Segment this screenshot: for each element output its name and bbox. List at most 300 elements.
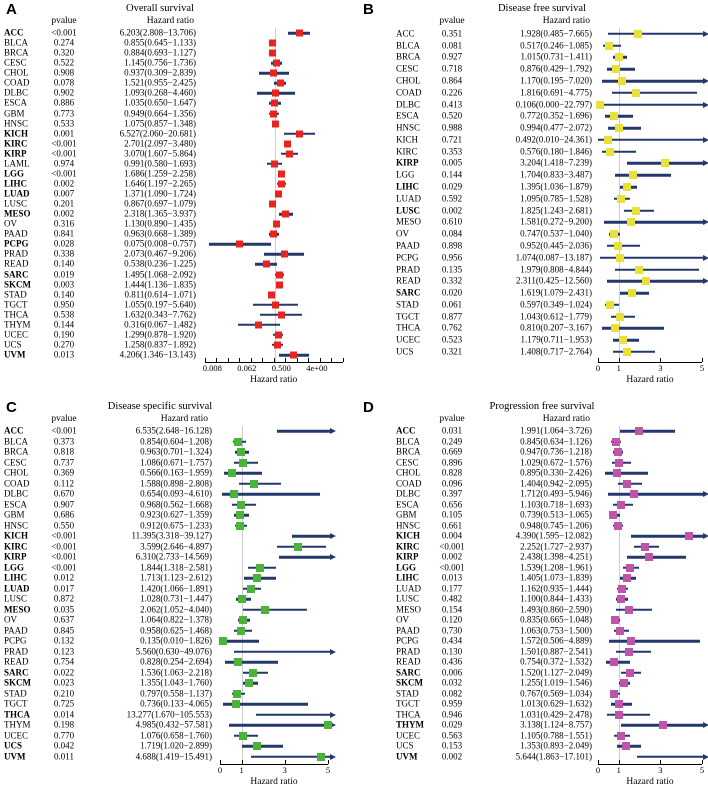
clip-arrow-right [703, 137, 708, 143]
hazard-ratio-ci-value: 1.632(0.343−7.762) [124, 309, 196, 320]
ci-plot-strip [198, 129, 354, 139]
forest-row-ESCA [0, 98, 354, 108]
forest-row-SARC [0, 270, 354, 280]
hr-marker [276, 281, 283, 288]
cancer-type-label: KICH [396, 530, 421, 541]
forest-row-SKCM [354, 678, 708, 689]
forest-row-COAD [354, 87, 708, 99]
hr-marker [286, 150, 293, 157]
hazard-ratio-ci-value: 1.093(0.268−4.460) [124, 87, 196, 98]
pvalue-value: 0.533 [53, 118, 75, 129]
ci-line [615, 268, 699, 271]
pvalue-value: <0.001 [51, 562, 77, 573]
cancer-type-label: BLCA [4, 436, 29, 447]
ci-line [615, 174, 670, 177]
ci-plot-strip [594, 479, 708, 490]
ci-line [607, 280, 703, 283]
pvalue-value: <0.001 [51, 138, 77, 149]
hazard-ratio-ci-value: 1.712(0.493−5.946) [520, 488, 592, 499]
hr-marker [271, 160, 278, 167]
hazard-ratio-ci-value: 1.420(1.066−1.891) [140, 583, 212, 594]
cancer-type-label: UCS [4, 339, 22, 350]
pvalue-value: 0.042 [53, 740, 75, 751]
hazard-ratio-ci-value: 1.404(0.942−2.095) [520, 478, 592, 489]
hazard-ratio-ci-value: 0.654(0.093−4.610) [140, 488, 212, 499]
hr-marker [268, 291, 275, 298]
cancer-type-label: THYM [396, 719, 424, 730]
ci-plot-strip [594, 334, 708, 346]
pvalue-value: 0.338 [53, 248, 75, 259]
hazard-ratio-ci-value: 0.968(0.562−1.668) [140, 499, 212, 510]
ci-plot-strip [594, 287, 708, 299]
hr-marker [236, 511, 244, 519]
hazard-ratio-ci-value: 1.055(0.197−5.640) [124, 299, 196, 310]
ci-plot-strip [594, 615, 708, 626]
cancer-type-label: THCA [396, 322, 421, 333]
hazard-ratio-ci-value: 1.100(0.844−1.433) [520, 593, 592, 604]
hr-marker [239, 732, 247, 740]
hr-marker [249, 669, 257, 677]
hr-marker [632, 207, 640, 215]
hazard-ratio-ci-value: 5.560(0.630−49.076) [135, 646, 212, 657]
pvalue-value: <0.001 [51, 551, 77, 562]
hazard-ratio-ci-value: 0.135(0.010−1.826) [140, 635, 212, 646]
ci-plot-strip [214, 573, 354, 584]
ci-plot-strip [594, 169, 708, 181]
hazard-ratio-ci-value: 1.029(0.672−1.576) [520, 457, 592, 468]
ci-plot-strip [198, 78, 354, 88]
forest-row-LUAD [354, 193, 708, 205]
pvalue-value: 0.770 [53, 730, 75, 741]
forest-row-BRCA [0, 48, 354, 58]
forest-row-PCPG [354, 636, 708, 647]
pvalue-column-header: pvalue [439, 16, 465, 26]
hazard-ratio-ci-value: 4.688(1.419−15.491) [135, 751, 212, 762]
ci-plot-strip [594, 299, 708, 311]
hazard-ratio-ci-value: 0.576(0.180−1.846) [520, 146, 592, 157]
hazard-ratio-ci-value: 1.103(0.718−1.693) [520, 499, 592, 510]
hazard-ratio-ci-value: 1.013(0.629−1.632) [520, 698, 592, 709]
ci-plot-strip [198, 38, 354, 48]
hr-marker [263, 261, 270, 268]
cancer-type-label: CHOL [4, 67, 29, 78]
forest-row-CHOL [0, 468, 354, 479]
cancer-type-label: SARC [396, 287, 421, 298]
pvalue-value: 0.908 [53, 67, 75, 78]
forest-rows [0, 28, 354, 360]
forest-row-BLCA [354, 40, 708, 52]
cancer-type-label: COAD [396, 478, 422, 489]
clip-arrow-right [703, 255, 708, 261]
ci-line [609, 640, 700, 643]
forest-row-DLBC [0, 88, 354, 98]
hr-marker [275, 331, 282, 338]
hazard-ratio-ci-value: 0.854(0.604−1.208) [140, 436, 212, 447]
axis-tick [702, 358, 703, 362]
hazard-ratio-ci-value: 1.405(1.073−1.839) [520, 572, 592, 583]
ci-plot-strip [594, 63, 708, 75]
pvalue-value: 0.896 [441, 457, 463, 468]
ci-plot-strip [214, 699, 354, 710]
pvalue-value: 0.274 [53, 37, 75, 48]
pvalue-value: 0.012 [53, 572, 75, 583]
pvalue-value: 0.686 [53, 509, 75, 520]
hazard-ratio-ci-value: 1.646(1.197−2.265) [124, 178, 196, 189]
hr-marker [233, 690, 241, 698]
cancer-type-label: MESO [4, 208, 31, 219]
ci-line [279, 556, 330, 559]
hazard-ratio-ci-value: 0.876(0.429−1.792) [520, 63, 592, 74]
ci-plot-strip [214, 542, 354, 553]
clip-arrow-right [703, 533, 708, 539]
hr-marker [277, 80, 284, 87]
hazard-ratio-ci-value: 0.994(0.477−2.072) [520, 122, 592, 133]
hazard-ratio-ci-value: 1.816(0.691−4.775) [520, 87, 592, 98]
ci-plot-strip [594, 426, 708, 437]
forest-row-COAD [354, 479, 708, 490]
hr-marker [237, 627, 245, 635]
forest-row-MESO [0, 605, 354, 616]
ci-plot-strip [214, 447, 354, 458]
hazard-ratio-ci-value: 2.438(1.398−4.251) [520, 551, 592, 562]
panel-disease-free-survival [354, 0, 708, 397]
cancer-type-label: OV [396, 614, 409, 625]
pvalue-value: 0.123 [53, 646, 75, 657]
forest-row-MESO [0, 209, 354, 219]
cancer-type-label: UCS [4, 740, 23, 751]
pvalue-value: 0.754 [53, 656, 75, 667]
hr-marker [641, 543, 649, 551]
axis-tick-label: 3 [658, 765, 663, 775]
cancer-type-label: LIHC [396, 181, 420, 192]
forest-row-CHOL [354, 75, 708, 87]
hr-marker [619, 336, 627, 344]
forest-row-OV [0, 219, 354, 229]
hr-marker [622, 742, 630, 750]
panel-progression-free-survival [354, 398, 708, 795]
ci-plot-strip [214, 510, 354, 521]
hr-marker [272, 90, 279, 97]
forest-row-UVM [0, 350, 354, 360]
forest-row-TGCT [0, 699, 354, 710]
hazard-ratio-ci-value: 0.597(0.349−1.024) [520, 299, 592, 310]
pvalue-value: 0.353 [441, 146, 463, 157]
hazard-ratio-ci-value: 1.355(1.043−1.760) [140, 677, 212, 688]
forest-row-KIRC [354, 146, 708, 158]
panel-title: Disease free survival [497, 3, 587, 14]
forest-row-UVM [354, 752, 708, 763]
axis-tick-label: 5 [699, 765, 705, 775]
pvalue-value: 0.988 [441, 122, 463, 133]
ci-plot-strip [594, 626, 708, 637]
pvalue-value: 0.730 [441, 625, 463, 636]
pvalue-value: 0.020 [441, 287, 463, 298]
ci-plot-strip [594, 668, 708, 679]
hazard-ratio-ci-value: 0.754(0.372−1.532) [520, 656, 592, 667]
cancer-type-label: UCEC [4, 329, 29, 340]
pvalue-value: 0.007 [53, 188, 75, 199]
ci-plot-strip [214, 426, 354, 437]
hazard-ratio-ci-value: 1.619(1.079−2.431) [520, 287, 592, 298]
cancer-type-label: BRCA [396, 446, 421, 457]
ci-plot-strip [594, 252, 708, 264]
hazard-ratio-ci-value: 5.644(1.863−17.101) [515, 751, 592, 762]
panel-title: Disease specific survival [107, 401, 213, 412]
hazard-ratio-ci-value: 1.704(0.833−3.487) [520, 169, 592, 180]
hr-marker [623, 348, 631, 356]
hr-marker [269, 50, 276, 57]
hazard-ratio-ci-value: 1.255(1.019−1.546) [520, 677, 592, 688]
hazard-ratio-ci-value: 0.895(0.330−2.426) [520, 467, 592, 478]
hazard-ratio-ci-value: 0.767(0.569−1.034) [520, 688, 592, 699]
hazard-ratio-ci-value: 0.948(0.745−1.206) [520, 520, 592, 531]
hazard-ratio-ci-value: 1.844(1.318−2.581) [140, 562, 212, 573]
ci-plot-strip [594, 75, 708, 87]
cancer-type-label: ESCA [396, 499, 420, 510]
cancer-type-label: THCA [396, 709, 421, 720]
pvalue-value: 0.907 [53, 499, 75, 510]
ci-plot-strip [198, 119, 354, 129]
pvalue-value: 0.927 [441, 51, 463, 62]
hazard-ratio-ci-value: 1.064(0.822−1.378) [140, 614, 212, 625]
pvalue-value: 0.140 [53, 258, 75, 269]
pvalue-value: 0.523 [441, 334, 463, 345]
clip-arrow-right [703, 491, 708, 497]
forest-row-GBM [0, 109, 354, 119]
hr-marker [618, 77, 626, 85]
hazard-ratio-ci-value: 1.130(0.890−1.435) [124, 218, 196, 229]
hr-marker [610, 658, 618, 666]
forest-row-PCPG [0, 239, 354, 249]
forest-row-COAD [0, 78, 354, 88]
pvalue-value: 0.177 [441, 583, 463, 594]
x-axis-label: Hazard ratio [250, 777, 298, 787]
hazard-ratio-ci-value: 0.912(0.675−1.233) [140, 520, 212, 531]
hr-marker [615, 711, 623, 719]
hr-marker [659, 721, 667, 729]
forest-row-OV [0, 615, 354, 626]
cancer-type-label: GBM [396, 509, 417, 520]
cancer-type-label: TGCT [396, 698, 420, 709]
forest-row-MESO [354, 217, 708, 229]
pvalue-value: 0.017 [53, 583, 75, 594]
pvalue-value: <0.001 [51, 530, 77, 541]
clip-arrow-right [330, 754, 336, 760]
ci-plot-strip [198, 58, 354, 68]
hazard-ratio-ci-value: 11.395(3.318−39.127) [131, 530, 212, 541]
hazard-ratio-ci-value: 0.316(0.067−1.482) [124, 319, 196, 330]
hazard-ratio-ci-value: 0.991(0.580−1.693) [124, 158, 196, 169]
hr-marker [615, 459, 623, 467]
hazard-ratio-ci-value: 1.179(0.711−1.953) [520, 334, 592, 345]
cancer-type-label: LGG [4, 168, 25, 179]
hazard-ratio-ci-value: 1.588(0.898−2.808) [140, 478, 212, 489]
ci-plot-strip [214, 752, 354, 763]
axis-tick-label: 0.062 [237, 363, 257, 373]
forest-row-DLBC [0, 489, 354, 500]
hazard-ratio-ci-value: 2.062(1.052−4.040) [140, 604, 212, 615]
hr-marker [629, 171, 637, 179]
forest-row-ESCA [354, 500, 708, 511]
hazard-ratio-column-header: Hazard ratio [146, 16, 194, 26]
forest-row-THYM [0, 320, 354, 330]
ci-line [598, 139, 703, 142]
cancer-type-label: TGCT [4, 299, 28, 310]
forest-row-STAD [0, 290, 354, 300]
forest-row-SKCM [0, 280, 354, 290]
hazard-ratio-ci-value: 1.299(0.878−1.920) [124, 329, 196, 340]
ci-plot-strip [594, 447, 708, 458]
hr-marker [274, 341, 281, 348]
cancer-type-label: ACC [396, 28, 415, 39]
pvalue-value: <0.001 [51, 148, 77, 159]
cancer-type-label: CHOL [396, 75, 421, 86]
hazard-ratio-ci-value: 0.811(0.614−1.071) [124, 289, 196, 300]
pvalue-value: 0.112 [54, 478, 74, 489]
forest-row-DLBC [354, 99, 708, 111]
hazard-ratio-ci-value: 1.493(0.860−2.590) [520, 604, 592, 615]
pvalue-value: 0.022 [53, 667, 75, 678]
hazard-ratio-ci-value: 0.828(0.254−2.694) [140, 656, 212, 667]
ci-plot-strip [594, 752, 708, 763]
hr-marker [609, 511, 617, 519]
cancer-type-label: LUSC [4, 593, 28, 604]
cancer-type-label: OV [4, 218, 17, 229]
forest-row-HNSC [0, 521, 354, 532]
cancer-type-label: KIRC [396, 541, 420, 552]
cancer-type-label: ESCA [4, 499, 28, 510]
hr-marker [232, 700, 240, 708]
cancer-type-label: PCPG [396, 252, 419, 263]
forest-row-BLCA [0, 437, 354, 448]
hr-marker [635, 427, 643, 435]
clip-arrow-right [703, 31, 708, 37]
hazard-ratio-ci-value: 1.145(0.756−1.736) [124, 57, 196, 68]
hazard-ratio-ci-value: 1.408(0.717−2.764) [520, 346, 592, 357]
forest-row-PAAD [0, 229, 354, 239]
pvalue-value: 0.902 [53, 87, 75, 98]
hr-marker [616, 627, 624, 635]
ci-plot-strip [594, 228, 708, 240]
hazard-ratio-ci-value: 1.686(1.259−2.258) [124, 168, 196, 179]
ci-line [256, 714, 330, 717]
pvalue-value: 0.002 [53, 208, 75, 219]
ci-plot-strip [594, 205, 708, 217]
hazard-ratio-ci-value: 0.797(0.558−1.137) [140, 688, 212, 699]
hr-marker [234, 438, 242, 446]
forest-row-THCA [354, 710, 708, 721]
panel-title: Progression free survival [489, 401, 595, 412]
pvalue-value: 0.886 [53, 97, 75, 108]
cancer-type-label: SKCM [4, 279, 31, 290]
hazard-ratio-ci-value: 1.520(1.127−2.049) [520, 667, 592, 678]
ci-plot-strip [198, 259, 354, 269]
hazard-ratio-ci-value: 0.810(0.207−3.167) [520, 322, 592, 333]
cancer-type-label: PAAD [396, 240, 420, 251]
pvalue-value: 0.061 [441, 299, 463, 310]
ci-plot-strip [214, 521, 354, 532]
forest-rows [354, 426, 708, 762]
ci-plot-strip [594, 636, 708, 647]
forest-row-KICH [354, 531, 708, 542]
hr-marker [275, 191, 282, 198]
ci-plot-strip [214, 531, 354, 542]
forest-row-GBM [0, 510, 354, 521]
forest-row-UCS [354, 346, 708, 358]
hr-marker [612, 438, 620, 446]
pvalue-value: 0.637 [53, 614, 75, 625]
forest-row-KICH [354, 134, 708, 146]
hr-marker [625, 606, 633, 614]
forest-row-PRAD [0, 249, 354, 259]
hazard-ratio-ci-value: 0.772(0.352−1.696) [520, 110, 592, 121]
hr-marker [237, 448, 245, 456]
forest-row-READ [354, 275, 708, 287]
hazard-ratio-column-header: Hazard ratio [160, 414, 208, 424]
pvalue-value: 0.004 [441, 530, 463, 541]
hr-marker [284, 140, 291, 147]
panel-letter: D [363, 399, 374, 416]
forest-row-HNSC [354, 122, 708, 134]
forest-row-KICH [0, 129, 354, 139]
ci-plot-strip [594, 437, 708, 448]
ci-plot-strip [198, 270, 354, 280]
cancer-type-label: PCPG [4, 635, 27, 646]
hazard-ratio-ci-value: 2.318(1.365−3.937) [124, 208, 196, 219]
ci-plot-strip [594, 542, 708, 553]
forest-row-ACC [354, 28, 708, 40]
hazard-ratio-ci-value: 0.952(0.445−2.036) [520, 240, 592, 251]
ci-plot-strip [214, 584, 354, 595]
forest-row-COAD [0, 479, 354, 490]
pvalue-value: 0.003 [53, 279, 75, 290]
hazard-ratio-ci-value: 0.075(0.008−0.757) [124, 238, 196, 249]
ci-plot-strip [594, 311, 708, 323]
pvalue-value: 0.035 [53, 604, 75, 615]
cancer-type-label: SARC [4, 269, 29, 280]
pvalue-value: 0.522 [53, 57, 75, 68]
hr-marker [282, 211, 289, 218]
hr-marker [255, 321, 262, 328]
ci-plot-strip [594, 720, 708, 731]
ci-plot-strip [198, 149, 354, 159]
forest-row-ACC [0, 28, 354, 38]
hr-marker [618, 585, 626, 593]
cancer-type-label: LGG [4, 562, 25, 573]
axis-baseline [598, 764, 702, 765]
hr-marker [632, 89, 640, 97]
hazard-ratio-ci-value: 0.538(0.236−1.225) [124, 258, 196, 269]
hazard-ratio-ci-value: 1.043(0.612−1.779) [520, 311, 592, 322]
cancer-type-label: PRAD [4, 646, 29, 657]
forest-row-THCA [0, 710, 354, 721]
hr-marker [228, 469, 236, 477]
cancer-type-label: PCPG [396, 635, 419, 646]
ci-plot-strip [214, 458, 354, 469]
hazard-ratio-ci-value: 1.086(0.671−1.757) [140, 457, 212, 468]
hr-marker [610, 112, 618, 120]
cancer-type-label: READ [396, 275, 421, 286]
axis-tick-label: 5 [699, 363, 705, 373]
pvalue-value: 0.482 [441, 593, 463, 604]
forest-row-ESCA [0, 500, 354, 511]
ci-plot-strip [214, 731, 354, 742]
hr-marker [627, 218, 635, 226]
cancer-type-label: PRAD [396, 646, 421, 657]
cancer-type-label: STAD [396, 688, 419, 699]
ci-plot-strip [594, 346, 708, 358]
hazard-ratio-ci-value: 1.162(0.935−1.444) [520, 583, 592, 594]
